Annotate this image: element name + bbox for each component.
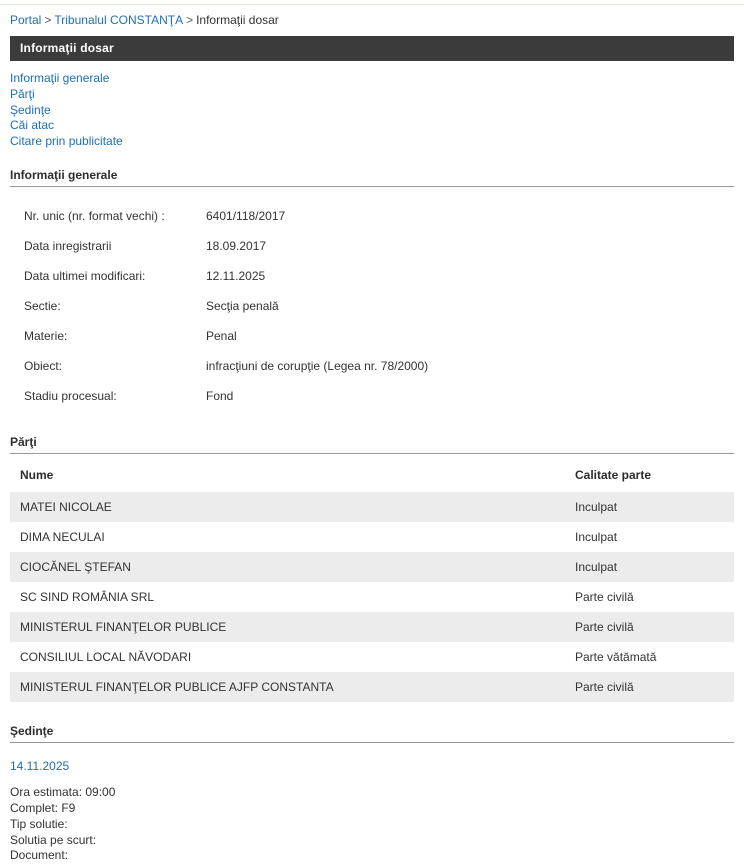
party-name: MINISTERUL FINANŢELOR PUBLICE bbox=[20, 620, 227, 635]
info-value: infracţiuni de corupţie (Legea nr. 78/2000) bbox=[206, 359, 429, 374]
info-label: Data inregistrarii bbox=[24, 239, 112, 254]
breadcrumb bbox=[0, 5, 744, 33]
column-header-nume: Nume bbox=[20, 468, 54, 483]
party-name: CONSILIUL LOCAL NĂVODARI bbox=[20, 650, 192, 665]
info-label: Nr. unic (nr. format vechi) : bbox=[24, 209, 165, 224]
heading-parti: Părţi bbox=[10, 435, 734, 454]
table-row bbox=[24, 353, 428, 383]
info-label: Data ultimei modificari: bbox=[24, 269, 146, 284]
table-row bbox=[24, 233, 428, 263]
party-name: DIMA NECULAI bbox=[20, 530, 105, 545]
info-label: Obiect: bbox=[24, 359, 63, 374]
info-value: Secţia penală bbox=[206, 299, 279, 314]
nav-item-informatii-generale[interactable]: Informaţii generale bbox=[10, 71, 110, 85]
party-role: Parte civilă bbox=[575, 590, 634, 605]
info-label: Stadiu procesual: bbox=[24, 389, 117, 404]
nav-item-cai-atac[interactable]: Căi atac bbox=[10, 118, 55, 133]
table-row bbox=[24, 383, 428, 413]
heading-informatii-generale: Informaţii generale bbox=[10, 168, 734, 187]
party-name: CIOCĂNEL ŞTEFAN bbox=[20, 560, 131, 575]
hearing-date-link[interactable]: 14.11.2025 bbox=[10, 759, 70, 774]
info-value: Penal bbox=[206, 329, 237, 344]
hearing-detail-tip-solutie: Tip solutie: bbox=[10, 816, 68, 831]
breadcrumb-link-portal[interactable]: Portal bbox=[10, 13, 42, 27]
breadcrumb-separator-1: > bbox=[44, 13, 52, 27]
table-row bbox=[10, 642, 734, 672]
info-label: Materie: bbox=[24, 329, 68, 344]
party-role: Parte civilă bbox=[575, 620, 634, 635]
heading-sedinte: Şedinţe bbox=[10, 724, 734, 743]
hearing-detail-complet: Complet: F9 bbox=[10, 800, 76, 815]
table-row bbox=[10, 552, 734, 582]
info-value: 6401/118/2017 bbox=[206, 209, 286, 224]
hearing-date bbox=[10, 759, 734, 773]
nav-item-citare-prin-publicitate[interactable]: Citare prin publicitate bbox=[10, 134, 123, 149]
table-row bbox=[10, 612, 734, 642]
table-row bbox=[24, 263, 428, 293]
breadcrumb-link-court[interactable]: Tribunalul CONSTANŢA bbox=[54, 13, 184, 27]
table-row bbox=[10, 582, 734, 612]
table-header-row bbox=[10, 454, 734, 492]
nav-item-parti[interactable]: Părţi bbox=[10, 86, 35, 101]
parties-table bbox=[10, 454, 734, 702]
table-row bbox=[10, 522, 734, 552]
table-row bbox=[24, 203, 428, 233]
table-row bbox=[24, 323, 428, 353]
column-header-calitate: Calitate parte bbox=[575, 468, 652, 483]
party-role: Parte civilă bbox=[575, 680, 634, 695]
info-value: 12.11.2025 bbox=[206, 269, 266, 284]
info-value: Fond bbox=[206, 389, 234, 404]
party-name: SC SIND ROMÂNIA SRL bbox=[20, 590, 155, 605]
hearing-detail-document: Document: bbox=[10, 848, 69, 863]
party-role: Inculpat bbox=[575, 560, 618, 575]
party-role: Inculpat bbox=[575, 530, 618, 545]
party-name: MINISTERUL FINANŢELOR PUBLICE AJFP CONSTANTA bbox=[20, 680, 334, 695]
breadcrumb-current: Informaţii dosar bbox=[196, 13, 279, 27]
party-role: Inculpat bbox=[575, 500, 618, 515]
info-label: Sectie: bbox=[24, 299, 61, 314]
section-nav bbox=[0, 61, 744, 150]
general-info-table bbox=[24, 203, 428, 413]
hearing-details bbox=[10, 785, 734, 864]
breadcrumb-separator-2: > bbox=[186, 13, 194, 27]
nav-item-sedinte[interactable]: Şedinţe bbox=[10, 102, 51, 117]
hearing-detail-ora-estimata: Ora estimata: 09:00 bbox=[10, 785, 116, 800]
hearing-detail-solutia-pe-scurt: Solutia pe scurt: bbox=[10, 832, 97, 847]
table-row bbox=[10, 492, 734, 522]
party-role: Parte vătămată bbox=[575, 650, 657, 665]
info-value: 18.09.2017 bbox=[206, 239, 267, 254]
table-row bbox=[24, 293, 428, 323]
party-name: MATEI NICOLAE bbox=[20, 500, 112, 515]
table-row bbox=[10, 672, 734, 702]
page-title: Informaţii dosar bbox=[10, 36, 734, 61]
